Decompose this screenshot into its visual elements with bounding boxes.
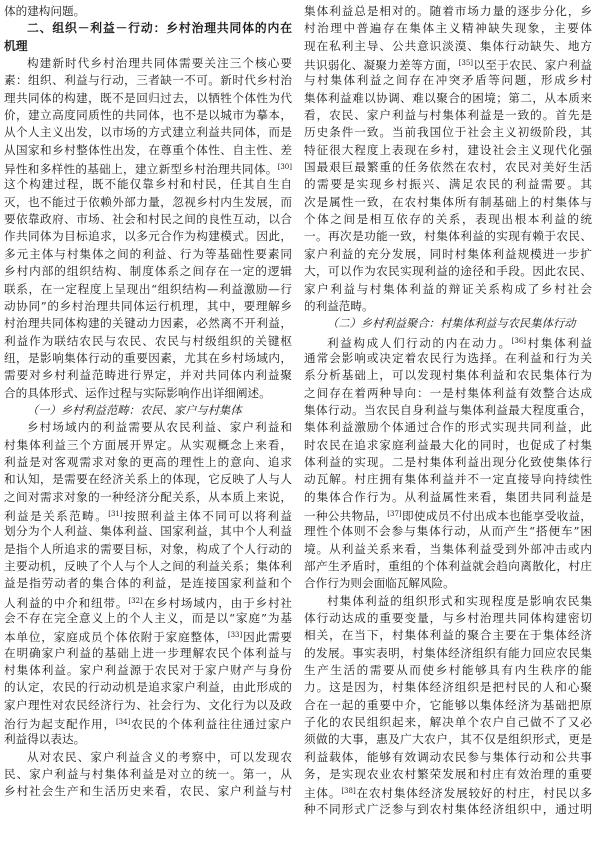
line-text: 人利益的中介和纽带。 bbox=[4, 595, 129, 610]
text-line bbox=[4, 72, 292, 89]
text-line bbox=[304, 714, 592, 731]
line-text: 纽，是影响集体行动的重要因素，尤其在乡村场域内， bbox=[4, 350, 292, 365]
text-line bbox=[304, 541, 592, 558]
line-text: 国最艰巨最繁重的任务依然在农村，农民对美好生活 bbox=[304, 160, 592, 175]
line-text-tail: 在农村集体经济发展较好的村庄，村民以多 bbox=[355, 786, 592, 801]
text-line bbox=[304, 194, 592, 211]
line-text: 从对农民、家户利益含义的考察中，可以发现农 bbox=[27, 749, 292, 764]
text-line bbox=[304, 402, 592, 419]
text-line bbox=[304, 731, 592, 748]
text-line bbox=[4, 731, 292, 748]
text-line bbox=[4, 437, 292, 454]
line-text: 力。这是因为，村集体经济组织是把村民的人和心聚 bbox=[304, 680, 592, 695]
text-line bbox=[4, 506, 292, 523]
line-text: 理性个体则不会参与集体行动，从而产生“搭便车”困 bbox=[304, 524, 592, 539]
text-line bbox=[304, 593, 592, 610]
line-text: 大，可以作为农民实现利益的途径和手段。因此农民、 bbox=[304, 264, 592, 279]
line-text: 素：组织、利益与行动，三者缺一不可。新时代乡村治 bbox=[4, 73, 292, 88]
line-text: 村集体利益三个方面展开界定。从实观概念上来看， bbox=[4, 437, 292, 452]
text-line bbox=[4, 610, 292, 627]
text-line bbox=[304, 506, 592, 523]
text-line bbox=[4, 489, 292, 506]
citation-ref: [33] bbox=[227, 631, 243, 640]
line-text: 的利益范畴。 bbox=[304, 298, 374, 313]
text-line bbox=[4, 90, 292, 107]
text-line bbox=[4, 315, 292, 332]
line-text: 合的具体形式、运作过程与实际影响作出详细阐述。 bbox=[4, 385, 271, 400]
text-line bbox=[4, 454, 292, 471]
line-text: 种不同形式广泛参与到农村集体经济组织中，通过明 bbox=[304, 801, 592, 816]
text-line bbox=[4, 333, 292, 350]
text-line bbox=[304, 333, 592, 350]
line-text: 主体。 bbox=[304, 786, 342, 801]
line-text: 本单位，家庭成员个体依附于家庭整体， bbox=[4, 630, 228, 645]
line-text: 的集体合作行为。从利益属性来看，集团共同利益是 bbox=[304, 489, 592, 504]
line-text: 村集体利益。家户利益源于农民对于家户财产与身份 bbox=[4, 663, 292, 678]
text-line bbox=[304, 211, 592, 228]
line-text: 个体之间是相互依存的关系，表现出根本利益的统 bbox=[304, 212, 592, 227]
citation-ref: [30] bbox=[277, 163, 292, 172]
text-line bbox=[4, 385, 292, 402]
line-text: 动协同”的乡村治理共同体运行机理，其中，要理解乡 bbox=[4, 298, 292, 313]
line-text: 价，建立高度同质性的共同体，也不是以城市为摹本， bbox=[4, 108, 292, 123]
section-heading bbox=[4, 38, 292, 55]
citation-ref: [31] bbox=[108, 509, 123, 518]
text-line bbox=[304, 645, 592, 662]
text-line bbox=[4, 697, 292, 714]
line-text: 乡村内部的组织结构、制度体系之间存在一定的逻辑 bbox=[4, 264, 292, 279]
line-text: 一。再次是功能一致，村集体利益的实现有赖于农民、 bbox=[304, 229, 592, 244]
line-text: 家户理性对农民经济行为、社会行为、文化行为以及政 bbox=[4, 697, 292, 712]
line-text: 合作行为则会面临瓦解风险。 bbox=[304, 576, 455, 591]
text-line bbox=[304, 419, 592, 436]
line-text: 现在私利主导、公共意识淡漠、集体行动缺失、地方 bbox=[304, 38, 592, 53]
line-text: 利益载体，能够有效调动农民参与集体行动和公共事 bbox=[304, 749, 592, 764]
line-text: 体的建构问题。 bbox=[4, 4, 86, 18]
text-line bbox=[4, 281, 292, 298]
line-text: 体利益的实现。二是村集体利益出现分化致使集体行 bbox=[304, 454, 592, 469]
citation-ref: [32] bbox=[128, 596, 143, 605]
line-text: 多元主体与村集体之间的利益、行为等基础性要素同 bbox=[4, 246, 292, 261]
line-text: 益是指劳动者的集合体的利益，是连接国家利益和个 bbox=[4, 576, 292, 591]
section-heading bbox=[4, 20, 292, 37]
text-line bbox=[304, 367, 592, 384]
text-line bbox=[4, 263, 292, 280]
text-line bbox=[304, 471, 592, 488]
text-line bbox=[4, 107, 292, 124]
citation-ref: [35] bbox=[458, 59, 474, 68]
line-text: 特征很大程度上表现在乡村，建设社会主义现代化强 bbox=[304, 142, 592, 157]
line-text: 生产生活的需要从而使乡村能够具有内生秩序的能 bbox=[304, 663, 592, 678]
text-line bbox=[4, 419, 292, 436]
line-text: 体行动达成的重要变量，与乡村治理共同体构建密切 bbox=[304, 611, 592, 626]
line-text: 系分析基础上，可以发现村集体利益和农民集体行为 bbox=[304, 368, 592, 383]
line-text: 之间存在着两种导向：一是村集体利益有效整合达成 bbox=[304, 385, 592, 400]
text-line bbox=[4, 627, 292, 644]
text-line bbox=[304, 749, 592, 766]
line-text: 利益得以表达。 bbox=[4, 732, 86, 747]
line-text: 乡村场域内的利益需要从农民利益、家户利益和 bbox=[27, 420, 292, 435]
text-line bbox=[4, 714, 292, 731]
line-text-tail: 农民的个体利益往往通过家户 bbox=[130, 717, 292, 732]
line-text: 家户利益与村集体利益的辩证关系构成了乡村社会 bbox=[304, 281, 592, 296]
line-text: 从国家和乡村整体性出发，在尊重个体性、自主性、差 bbox=[4, 142, 292, 157]
text-line bbox=[304, 124, 592, 141]
line-text: 要依靠政府、市场、社会和村民之间的良性互动，以合 bbox=[4, 212, 292, 227]
line-text: 的需要是实现乡村振兴、满足农民的利益需要。其 bbox=[304, 177, 592, 192]
line-text: 动瓦解。村庄拥有集体利益并不一定直接导向持续性 bbox=[304, 472, 592, 487]
line-text: 的认定，农民的行动动机是追求家户利益，由此形成的 bbox=[4, 680, 292, 695]
line-text-tail: 以至于农民、家户利益 bbox=[473, 58, 592, 73]
text-line bbox=[304, 766, 592, 783]
section-heading bbox=[304, 315, 592, 332]
line-text: 的发展。事实表明，村集体经济组织有能力回应农民集 bbox=[304, 645, 592, 660]
line-text: 民、家户利益与村集体利益是对立的统一。第一，从 bbox=[4, 767, 292, 782]
text-line bbox=[304, 90, 592, 107]
line-text: 共识弱化、凝聚力差等方面， bbox=[304, 58, 459, 73]
line-text: 理共同体的构建，既不是回归过去，以牺牲个体性为代 bbox=[4, 90, 292, 105]
line-text: 和认知，是需要在经济关系上的体现，它反映了人与人 bbox=[4, 472, 292, 487]
line-text: 时农民在追求家庭利益最大化的同时，也促成了村集 bbox=[304, 437, 592, 452]
line-text: 子化的农民组织起来，解决单个农户自己做不了又必 bbox=[304, 715, 592, 730]
text-line bbox=[304, 350, 592, 367]
text-line bbox=[4, 471, 292, 488]
line-text: 村集体利益的组织形式和实现程度是影响农民集 bbox=[327, 593, 592, 608]
line-text: 村治理共同体构建的关键动力因素，必然离不开利益， bbox=[4, 316, 292, 331]
text-line bbox=[304, 107, 592, 124]
line-text: 利益是对客观需求对象的更高的理性上的意向、追求 bbox=[4, 454, 292, 469]
line-text: 利益是关系范畴。 bbox=[4, 508, 109, 523]
text-line bbox=[304, 159, 592, 176]
text-line bbox=[4, 662, 292, 679]
line-text: 相关，在当下，村集体利益的聚合主要在于集体经济 bbox=[304, 628, 592, 643]
text-line bbox=[4, 159, 292, 176]
text-line bbox=[4, 645, 292, 662]
line-text: 治行为起支配作用， bbox=[4, 717, 116, 732]
text-line bbox=[4, 124, 292, 141]
text-line bbox=[304, 610, 592, 627]
text-line bbox=[304, 298, 592, 315]
text-line bbox=[4, 541, 292, 558]
text-line bbox=[4, 142, 292, 159]
line-text: 机理 bbox=[4, 38, 28, 53]
text-line bbox=[4, 55, 292, 72]
line-text: 集体行动。当农民自身利益与集体利益最大程度重合， bbox=[304, 402, 592, 417]
line-text: 之间对需求对象的一种经济分配关系，从本质上来说， bbox=[4, 489, 292, 504]
text-line bbox=[4, 350, 292, 367]
line-text: 异性和多样性的基础上，建立新型乡村治理共同体。 bbox=[4, 162, 278, 177]
line-text: 历史条件一致。当前我国位于社会主义初级阶段，其 bbox=[304, 125, 592, 140]
line-text: 划分为个人利益、集体利益、国家利益，其中个人利益 bbox=[4, 524, 292, 539]
text-line bbox=[4, 523, 292, 540]
line-text: 乡村社会生产和生活历史来看，农民、家户利益与村 bbox=[4, 784, 292, 799]
line-text: 合在一起的重要中介，它能够以集体经济为基础把原 bbox=[304, 697, 592, 712]
text-line bbox=[4, 3, 292, 20]
line-text: 从个人主义出发，以市场的方式建立利益共同体，而是 bbox=[4, 125, 292, 140]
text-line bbox=[304, 662, 592, 679]
text-line bbox=[4, 575, 292, 592]
text-line bbox=[304, 142, 592, 159]
line-text: 联系，在一定程度上呈现出“组织结构—利益激励—行 bbox=[4, 281, 292, 296]
line-text: 在明确家户利益的基础上进一步理解农民个体利益与 bbox=[4, 645, 292, 660]
text-line bbox=[4, 211, 292, 228]
line-text: 构建新时代乡村治理共同体需要关注三个核心要 bbox=[27, 56, 292, 71]
line-text: （一）乡村利益范畴：农民、家户与村集体 bbox=[27, 403, 242, 417]
citation-ref: [38] bbox=[341, 787, 356, 796]
text-line bbox=[304, 72, 592, 89]
text-line bbox=[304, 228, 592, 245]
line-text: （二）乡村利益聚合：村集体利益与农民集体行动 bbox=[327, 317, 576, 331]
left-column bbox=[4, 3, 292, 801]
text-line bbox=[304, 385, 592, 402]
text-line bbox=[304, 697, 592, 714]
line-text: 通常会影响或决定着农民行为选择。在利益和行为关 bbox=[304, 350, 592, 365]
line-text: 集体利益总是相对的。随着市场力量的逐步分化，乡 bbox=[304, 4, 592, 18]
line-text: 一种公共物品， bbox=[304, 508, 388, 523]
text-line bbox=[4, 593, 292, 610]
line-text: 需要对乡村利益范畴进行界定，并对共同体内利益聚 bbox=[4, 368, 292, 383]
line-text: 利益作为联结农民与农民、农民与村级组织的关键枢 bbox=[4, 333, 292, 348]
line-text: 利益构成人们行动的内在动力。 bbox=[327, 335, 512, 350]
line-text: 集体利益激励个体通过合作的形式实现共同利益，此 bbox=[304, 420, 592, 435]
line-text: 部产生矛盾时，重组的个体利益就会趋向离散化，村庄 bbox=[304, 559, 592, 573]
text-line bbox=[4, 783, 292, 800]
text-line bbox=[4, 246, 292, 263]
line-text: 是指个人所追求的需要目标，对象，构成了个人行动的 bbox=[4, 541, 292, 556]
text-line bbox=[304, 176, 592, 193]
line-text: 家户利益的充分发展，同时村集体利益规模进一步扩 bbox=[304, 246, 592, 261]
text-line bbox=[304, 20, 592, 37]
text-line bbox=[304, 437, 592, 454]
line-text: 主要动机，反映了个人与个人之间的利益关系；集体利 bbox=[4, 559, 292, 573]
text-line bbox=[4, 679, 292, 696]
text-line bbox=[304, 489, 592, 506]
right-column bbox=[304, 3, 592, 818]
text-line bbox=[304, 38, 592, 55]
line-text: 务，是实现农业农村繁荣发展和村庄有效治理的重要 bbox=[304, 767, 592, 782]
text-line bbox=[304, 263, 592, 280]
line-text: 作共同体为目标追求，以多元合作为构建模式。因此， bbox=[4, 229, 292, 244]
text-line bbox=[4, 766, 292, 783]
line-text: 与村集体利益之间存在冲突矛盾等问题，形成乡村 bbox=[304, 73, 592, 88]
line-text: 集体利益难以协调、难以聚合的困境；第二，从本质来 bbox=[304, 90, 592, 105]
text-line bbox=[4, 176, 292, 193]
text-line bbox=[304, 454, 592, 471]
citation-ref: [37] bbox=[387, 509, 402, 518]
text-line bbox=[304, 3, 592, 20]
line-text-tail: 村集体利益 bbox=[526, 335, 592, 350]
text-line bbox=[4, 194, 292, 211]
line-text: 看，农民、家户利益与村集体利益是一致的。首先是 bbox=[304, 108, 592, 123]
line-text: 会不存在完全意义上的个人主义，而是以“家庭”为基 bbox=[4, 611, 292, 626]
line-text-tail: 按照利益主体不同可以将利益 bbox=[122, 508, 292, 523]
citation-ref: [34] bbox=[115, 718, 131, 727]
line-text: 次是属性一致，在农村集体所有制基础上的村集体与 bbox=[304, 194, 592, 209]
text-line bbox=[304, 627, 592, 644]
citation-ref: [36] bbox=[511, 336, 527, 345]
text-line bbox=[4, 749, 292, 766]
text-line bbox=[4, 228, 292, 245]
text-line bbox=[304, 679, 592, 696]
text-line bbox=[4, 367, 292, 384]
line-text-tail: 在乡村场域内，由于乡村社 bbox=[142, 595, 292, 610]
text-line bbox=[304, 783, 592, 800]
line-text: 二、组织－利益－行动：乡村治理共同体的内在 bbox=[27, 21, 292, 36]
text-line bbox=[304, 281, 592, 298]
text-line bbox=[304, 801, 592, 818]
line-text: 须做的大事，惠及广大农户，其不仅是组织形式，更是 bbox=[304, 732, 592, 747]
line-text: 村治理中普遍存在集体主义精神缺失现象，主要体 bbox=[304, 21, 592, 36]
line-text-tail: 因此需要 bbox=[242, 630, 292, 645]
text-line bbox=[304, 523, 592, 540]
text-line bbox=[4, 298, 292, 315]
text-line bbox=[304, 558, 592, 575]
section-heading bbox=[4, 402, 292, 419]
text-line bbox=[304, 575, 592, 592]
line-text: 境。从利益关系来看，当集体利益受到外部冲击或内 bbox=[304, 541, 592, 556]
line-text: 灭，也不能过于依赖外部力量，忽视乡村内生发展，而 bbox=[4, 194, 292, 209]
text-line bbox=[304, 55, 592, 72]
line-text: 这个构建过程，既不能仅靠乡村和村民，任其自生自 bbox=[4, 177, 292, 192]
text-line bbox=[4, 558, 292, 575]
text-line bbox=[304, 246, 592, 263]
line-text-tail: 即使成员不付出成本也能享受收益， bbox=[401, 508, 592, 523]
